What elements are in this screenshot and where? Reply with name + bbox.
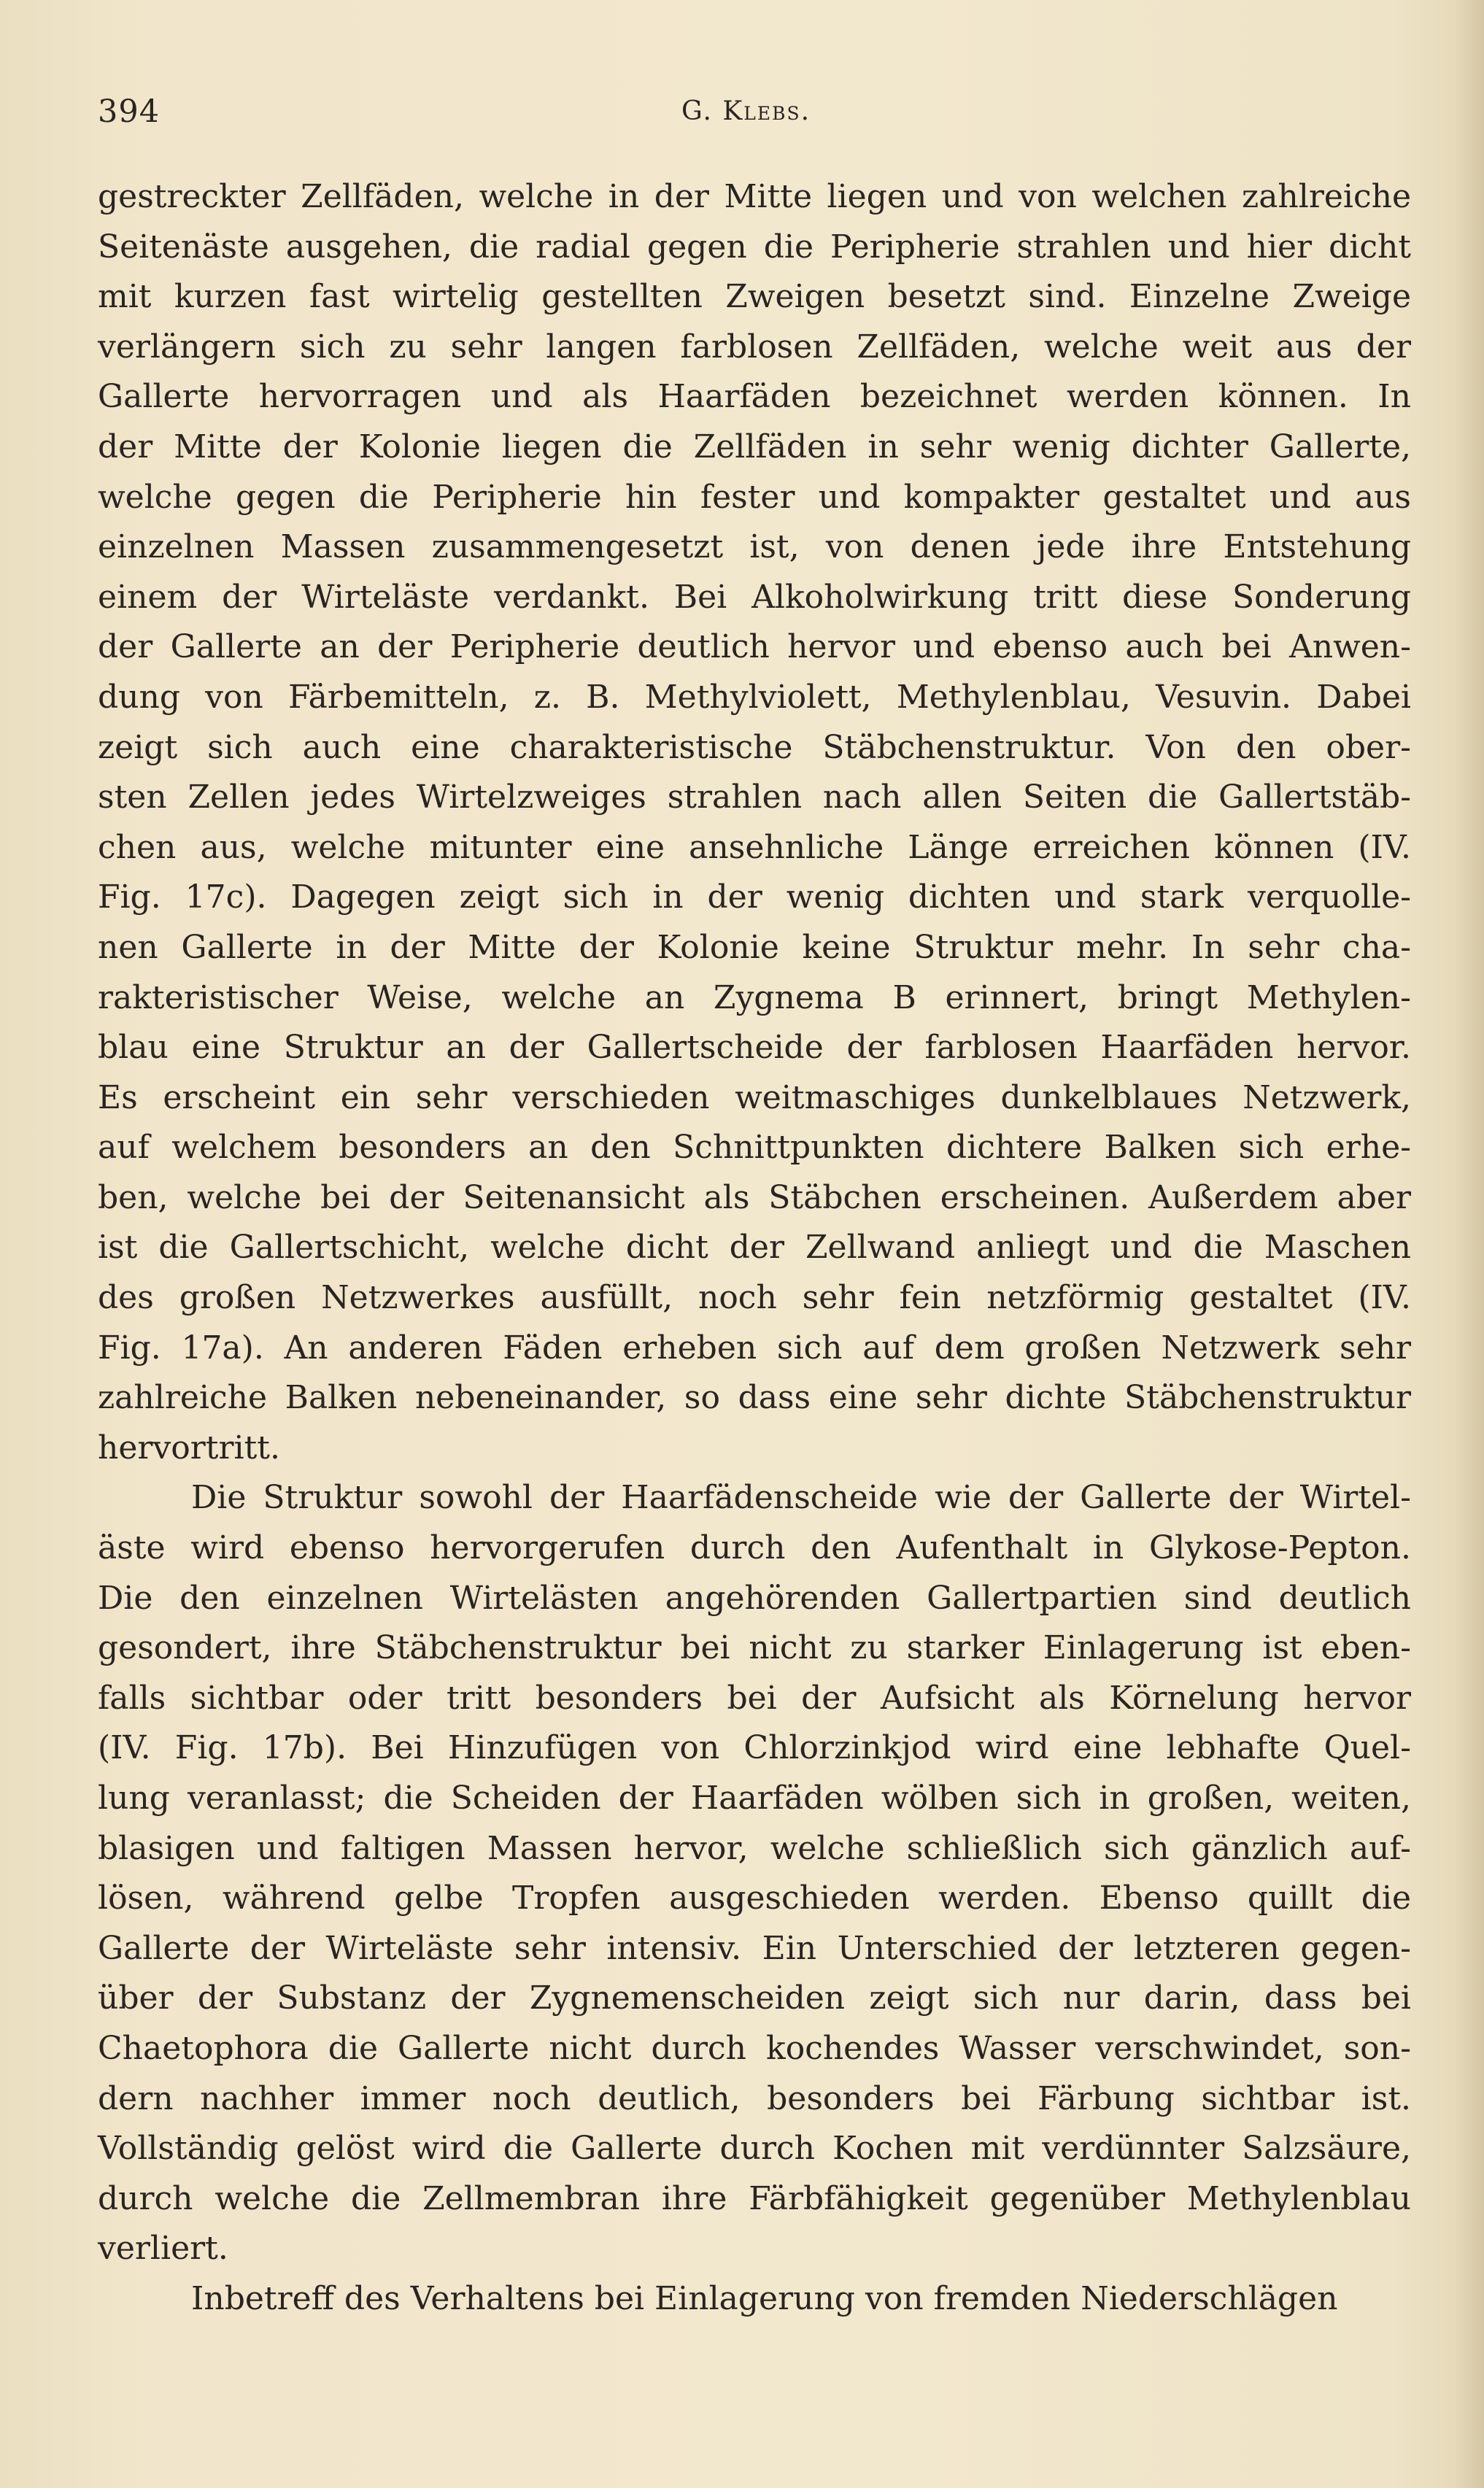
text-line: Seitenäste ausgehen, die radial gegen die Peripherie strahlen und hier dicht [98,228,1411,266]
text-line: ben, welche bei der Seitenansicht als Stäbchen erscheinen. Außerdem aber [98,1178,1411,1216]
text-line: auf welchem besonders an den Schnittpunkten dichtere Balken sich erhe- [98,1129,1411,1167]
text-line: äste wird ebenso hervorgerufen durch den Aufenthalt in Glykose-Pepton. [98,1529,1411,1567]
text-line: des großen Netzwerkes ausfüllt, noch sehr fein netzförmig gestaltet (IV. [98,1279,1411,1317]
text-line: Gallerte der Wirteläste sehr intensiv. Ein Unterschied der letzteren gegen- [98,1929,1411,1967]
text-line: verliert. [98,2230,228,2268]
text-line: dern nachher immer noch deutlich, besonders bei Färbung sichtbar ist. [98,2079,1411,2117]
text-line: Gallerte hervorragen und als Haarfäden bezeichnet werden können. In [98,378,1411,416]
text-line: über der Substanz der Zygnemenscheiden zeigt sich nur darin, dass bei [98,1979,1411,2017]
text-line: Die den einzelnen Wirtelästen angehörenden Gallertpartien sind deutlich [98,1579,1411,1617]
text-line: Es erscheint ein sehr verschieden weitmaschiges dunkelblaues Netzwerk, [98,1078,1411,1116]
text-line: sten Zellen jedes Wirtelzweiges strahlen nach allen Seiten die Gallertstäb- [98,779,1411,816]
text-line: verlängern sich zu sehr langen farblosen Zellfäden, welche weit aus der [98,328,1411,366]
text-line: welche gegen die Peripherie hin fester und kompakter gestaltet und aus [98,478,1411,516]
text-line: chen aus, welche mitunter eine ansehnliche Länge erreichen können (IV. [98,828,1411,866]
running-head: G. Klebs. [681,96,811,126]
text-line: Inbetreff des Verhaltens bei Einlagerung von fremden Niederschlägen [191,2279,1338,2317]
page-number: 394 [98,93,161,130]
text-line: einzelnen Massen zusammengesetzt ist, von denen jede ihre Entstehung [98,528,1411,566]
text-line: einem der Wirteläste verdankt. Bei Alkoholwirkung tritt diese Sonderung [98,578,1411,616]
text-line: mit kurzen fast wirtelig gestellten Zweigen besetzt sind. Einzelne Zweige [98,278,1411,316]
text-line: Chaetophora die Gallerte nicht durch kochendes Wasser verschwindet, son- [98,2029,1411,2067]
text-line: rakteristischer Weise, welche an Zygnema B erinnert, bringt Methylen- [98,978,1411,1016]
text-line: hervortritt. [98,1429,280,1467]
page-edge-shadow [1455,0,1484,2488]
body-text [98,172,1411,2325]
text-line: Die Struktur sowohl der Haarfädenscheide wie der Gallerte der Wirtel- [191,1479,1411,1517]
text-line: zahlreiche Balken nebeneinander, so dass eine sehr dichte Stäbchenstruktur [98,1379,1411,1417]
text-line: Vollständig gelöst wird die Gallerte durch Kochen mit verdünnter Salzsäure, [98,2130,1411,2168]
text-line: blau eine Struktur an der Gallertscheide der farblosen Haarfäden hervor. [98,1029,1411,1067]
text-line: lung veranlasst; die Scheiden der Haarfäden wölben sich in großen, weiten, [98,1780,1411,1817]
text-line: Fig. 17c). Dagegen zeigt sich in der wenig dichten und stark verquolle- [98,878,1411,916]
text-line: lösen, während gelbe Tropfen ausgeschieden werden. Ebenso quillt die [98,1879,1411,1917]
page-header [98,93,1411,137]
text-line: dung von Färbemitteln, z. B. Methylviolett, Methylenblau, Vesuvin. Dabei [98,678,1411,716]
text-line: (IV. Fig. 17b). Bei Hinzufügen von Chlorzinkjod wird eine lebhafte Quel- [98,1729,1411,1767]
text-line: blasigen und faltigen Massen hervor, welche schließlich sich gänzlich auf- [98,1829,1411,1867]
text-line: Fig. 17a). An anderen Fäden erheben sich auf dem großen Netzwerk sehr [98,1329,1411,1367]
text-line: ist die Gallertschicht, welche dicht der Zellwand anliegt und die Maschen [98,1229,1411,1267]
text-line: durch welche die Zellmembran ihre Färbfähigkeit gegenüber Methylenblau [98,2179,1411,2217]
text-line: zeigt sich auch eine charakteristische Stäbchenstruktur. Von den ober- [98,728,1411,766]
text-line: der Gallerte an der Peripherie deutlich hervor und ebenso auch bei Anwen- [98,628,1411,666]
text-line: nen Gallerte in der Mitte der Kolonie keine Struktur mehr. In sehr cha- [98,928,1411,966]
text-line: gesondert, ihre Stäbchenstruktur bei nicht zu starker Einlagerung ist eben- [98,1629,1411,1667]
text-line: gestreckter Zellfäden, welche in der Mitte liegen und von welchen zahlreiche [98,178,1411,215]
text-line: falls sichtbar oder tritt besonders bei der Aufsicht als Körnelung hervor [98,1679,1411,1717]
text-line: der Mitte der Kolonie liegen die Zellfäden in sehr wenig dichter Gallerte, [98,428,1411,465]
